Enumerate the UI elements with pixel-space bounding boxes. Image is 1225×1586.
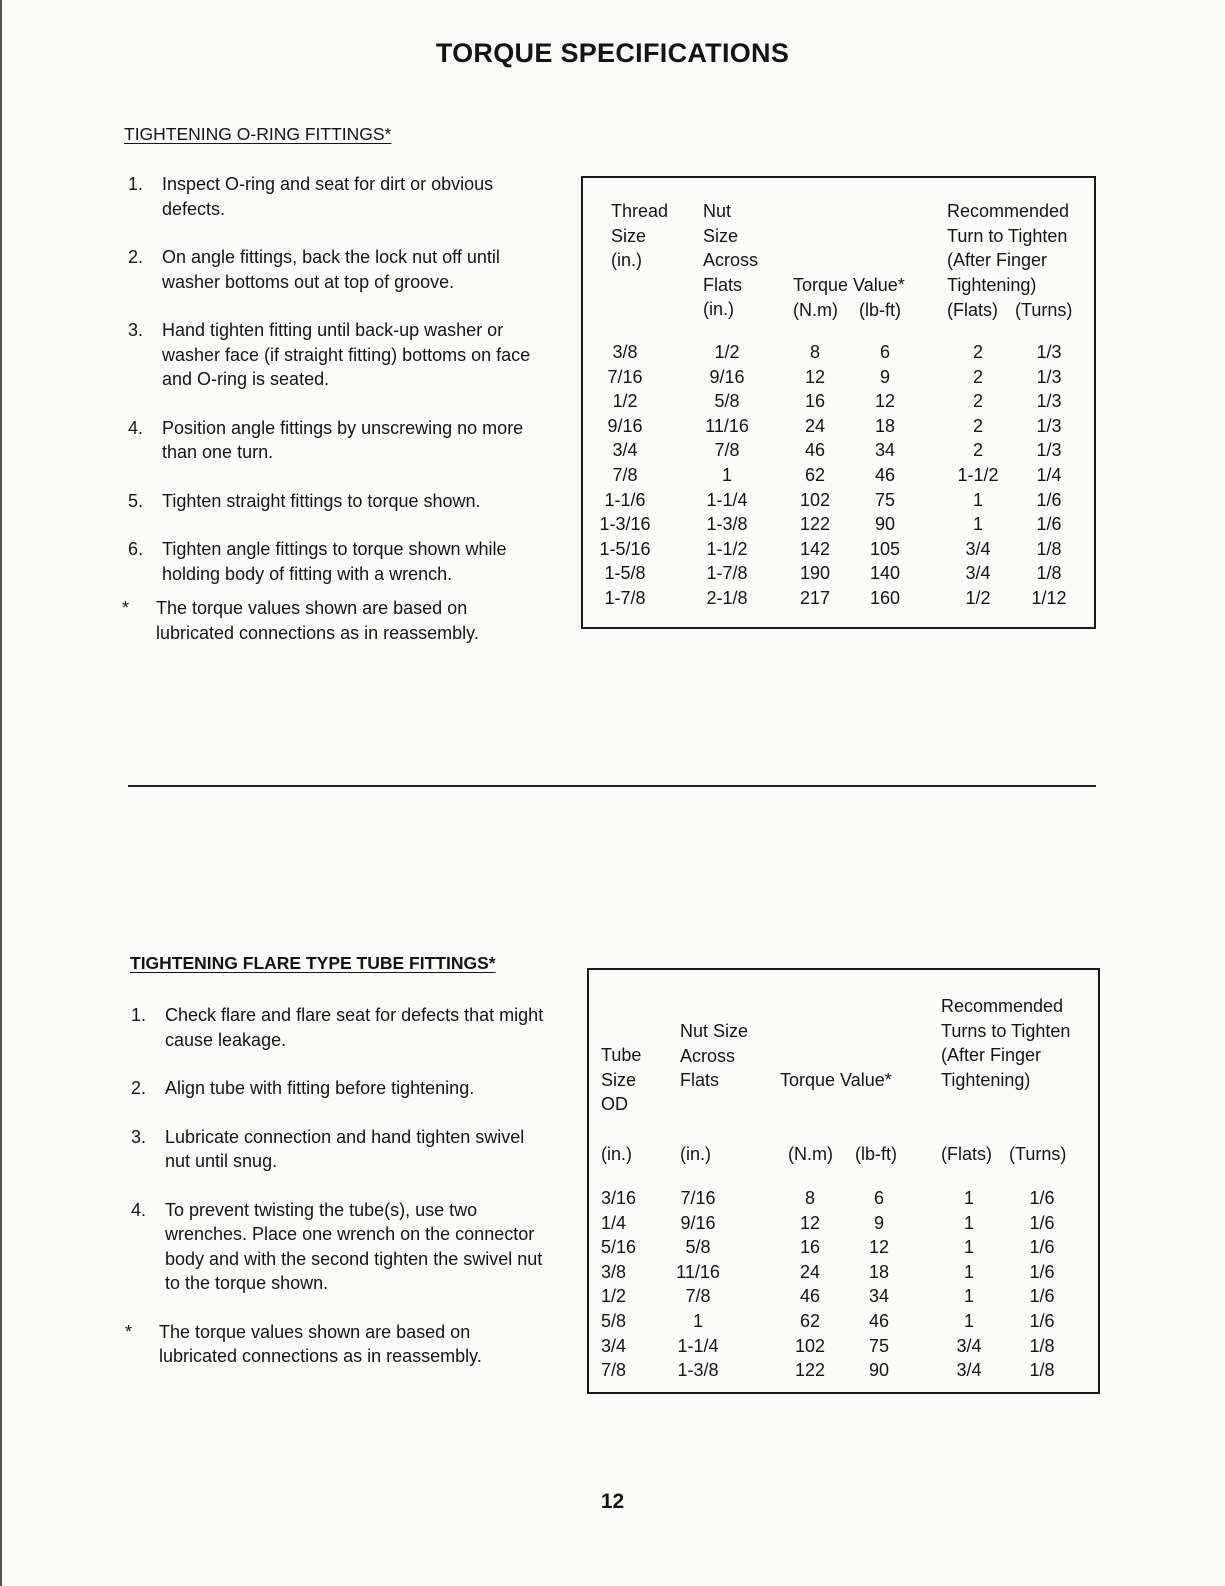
- header-line: (After Finger: [941, 1045, 1042, 1066]
- note-text: The torque values shown are based on lubricated connections as in reassembly.: [156, 598, 479, 643]
- cell: 1-1/2: [706, 538, 748, 559]
- cell: 12: [799, 1212, 821, 1233]
- step-text: Position angle fittings by unscrewing no more than one turn.: [162, 417, 524, 462]
- step-text: Align tube with fitting before tightening.: [165, 1078, 475, 1098]
- step-number: 4.: [131, 1199, 147, 1220]
- cell: 8: [804, 1188, 815, 1208]
- header-line: Flats: [703, 274, 743, 295]
- header-line: Tube: [601, 1045, 642, 1065]
- cell: 9/16: [709, 366, 745, 387]
- step-number: 6.: [128, 539, 144, 559]
- page-title: TORQUE SPECIFICATIONS: [435, 38, 790, 68]
- cell: 1/6: [1029, 1237, 1055, 1258]
- cell: 1-3/8: [677, 1360, 719, 1381]
- step-number: 3.: [131, 1126, 147, 1147]
- cell: 1: [963, 1212, 974, 1233]
- col-thread: [589, 340, 661, 611]
- cell: 7/8: [685, 1286, 711, 1307]
- oring-torque-table: [581, 176, 1096, 629]
- cell: 12: [868, 1237, 890, 1258]
- cell: 9/16: [607, 415, 643, 436]
- flare-heading: TIGHTENING FLARE TYPE TUBE FITTINGS*: [130, 953, 496, 973]
- cell: 3/4: [612, 440, 638, 461]
- cell: 190: [799, 563, 831, 584]
- col-nut: [665, 1186, 731, 1383]
- header-line: (in.): [703, 299, 734, 320]
- cell: 1/6: [1029, 1286, 1055, 1307]
- cell: 7/8: [601, 1360, 627, 1381]
- cell: 1/3: [1036, 342, 1062, 362]
- cell: 2: [972, 342, 983, 362]
- header-flats: (Flats): [941, 1144, 992, 1164]
- header-lbft: (lb-ft): [855, 1144, 897, 1164]
- header-line: OD: [601, 1094, 628, 1115]
- cell: 1/2: [965, 587, 991, 608]
- cell: 12: [804, 366, 826, 387]
- cell: 5/8: [714, 391, 740, 412]
- cell: 12: [874, 391, 896, 412]
- header-recommended: [947, 199, 1069, 297]
- cell: 3/4: [965, 563, 991, 584]
- flare-torque-table: [587, 968, 1100, 1394]
- col-turns: [1015, 1186, 1069, 1383]
- cell: 1: [963, 1286, 974, 1307]
- cell: 1-7/8: [706, 563, 748, 584]
- flare-step: [131, 1003, 551, 1052]
- cell: 142: [799, 538, 831, 559]
- cell: 1: [692, 1310, 703, 1331]
- col-nut: [687, 340, 767, 611]
- step-text: Tighten angle fittings to torque shown while holding body of fitting with a wrench.: [162, 539, 507, 584]
- header-line: Nut: [703, 201, 732, 221]
- step-number: 2.: [128, 247, 144, 267]
- cell: 7/8: [612, 464, 638, 485]
- step-number: 1.: [128, 174, 144, 194]
- oring-step: [128, 416, 548, 465]
- cell: 1: [963, 1261, 974, 1282]
- oring-note: [122, 596, 548, 645]
- oring-step: [128, 537, 548, 586]
- cell: 9: [879, 366, 890, 387]
- header-recommended: [941, 994, 1070, 1092]
- cell: 3/8: [612, 342, 638, 362]
- cell: 62: [804, 464, 826, 485]
- cell: 46: [868, 1310, 890, 1331]
- cell: 3/4: [601, 1335, 627, 1356]
- cell: 3/8: [601, 1261, 627, 1282]
- oring-step: [128, 172, 548, 221]
- header-nut-unit: (in.): [680, 1144, 711, 1164]
- header-line: Size: [703, 225, 739, 246]
- header-line: Recommended: [947, 201, 1070, 221]
- cell: 217: [799, 587, 831, 608]
- cell: 2: [972, 440, 983, 461]
- flare-note: [125, 1320, 551, 1369]
- step-text: Tighten straight fittings to torque shown.: [162, 490, 481, 511]
- cell: 5/16: [601, 1237, 637, 1258]
- cell: 102: [799, 489, 831, 510]
- step-number: 2.: [131, 1078, 147, 1098]
- cell: 3/16: [601, 1188, 637, 1208]
- step-text: On angle fittings, back the lock nut off until washer bottoms out at top of groove.: [162, 247, 500, 292]
- header-turns: (Turns): [1015, 300, 1073, 320]
- cell: 1-3/8: [706, 514, 748, 535]
- header-flats: (Flats): [947, 300, 998, 320]
- cell: 1/3: [1036, 440, 1062, 461]
- step-text: Lubricate connection and hand tighten swivel nut until snug.: [165, 1126, 525, 1171]
- cell: 1/8: [1036, 538, 1062, 559]
- cell: 122: [794, 1360, 826, 1381]
- header-thread-size: [611, 199, 668, 273]
- cell: 11/16: [705, 415, 749, 436]
- col-flats: [945, 1186, 993, 1383]
- note-text: The torque values shown are based on lubricated connections as in reassembly.: [159, 1321, 482, 1366]
- cell: 2: [972, 391, 983, 412]
- cell: 9/16: [680, 1212, 716, 1233]
- col-flats: [945, 340, 1011, 611]
- cell: 1/8: [1036, 563, 1062, 584]
- cell: 160: [869, 587, 901, 608]
- cell: 1: [963, 1310, 974, 1331]
- flare-step: [131, 1125, 551, 1174]
- cell: 24: [799, 1261, 821, 1282]
- col-lbft: [853, 1186, 905, 1383]
- header-line: Across: [703, 250, 759, 271]
- cell: 46: [804, 440, 826, 461]
- col-nm: [785, 1186, 835, 1383]
- cell: 5/8: [685, 1237, 711, 1258]
- col-tube: [601, 1186, 636, 1383]
- note-asterisk: *: [122, 598, 130, 618]
- cell: 18: [868, 1261, 890, 1282]
- header-line: (in.): [611, 250, 642, 271]
- cell: 1-3/16: [599, 514, 651, 535]
- header-nm: (N.m): [788, 1144, 833, 1164]
- cell: 75: [868, 1335, 890, 1356]
- cell: 1/6: [1029, 1212, 1055, 1233]
- step-text: Inspect O-ring and seat for dirt or obvious defects.: [162, 174, 494, 219]
- cell: 1: [972, 489, 983, 510]
- cell: 8: [809, 342, 820, 362]
- cell: 7/16: [607, 366, 643, 387]
- header-line: Size: [601, 1069, 637, 1090]
- cell: 75: [874, 489, 896, 510]
- header-line: Tightening): [941, 1069, 1031, 1090]
- header-tube-size: [601, 1043, 641, 1117]
- section-divider: [128, 785, 1096, 787]
- cell: 1/8: [1029, 1335, 1055, 1356]
- header-torque-value: Torque Value*: [793, 275, 905, 295]
- oring-step: [128, 245, 548, 294]
- col-turns: [1019, 340, 1079, 611]
- cell: 90: [874, 514, 896, 535]
- cell: 3/4: [956, 1335, 982, 1356]
- col-nm: [789, 340, 841, 611]
- cell: 1-1/2: [957, 464, 999, 485]
- header-line: (After Finger: [947, 250, 1048, 271]
- step-text: Hand tighten fitting until back-up washer or washer face (if straight fitting) bottoms on face and O-ring is seated.: [162, 320, 531, 389]
- cell: 6: [873, 1188, 884, 1208]
- cell: 9: [873, 1212, 884, 1233]
- step-number: 1.: [131, 1005, 147, 1025]
- cell: 102: [794, 1335, 826, 1356]
- step-text: Check flare and flare seat for defects that might cause leakage.: [165, 1005, 544, 1050]
- cell: 2: [972, 415, 983, 436]
- cell: 1/3: [1036, 391, 1062, 412]
- cell: 1/4: [1036, 464, 1062, 485]
- cell: 1/12: [1031, 587, 1067, 608]
- cell: 5/8: [601, 1310, 627, 1331]
- cell: 2-1/8: [706, 587, 748, 608]
- cell: 18: [874, 415, 896, 436]
- cell: 24: [804, 415, 826, 436]
- cell: 2: [972, 366, 983, 387]
- step-number: 4.: [128, 417, 144, 438]
- header-nm: (N.m): [793, 300, 838, 320]
- cell: 1/3: [1036, 415, 1062, 436]
- cell: 62: [799, 1310, 821, 1331]
- cell: 1/2: [714, 342, 740, 362]
- cell: 1/6: [1029, 1261, 1055, 1282]
- cell: 1/6: [1036, 514, 1062, 535]
- cell: 105: [869, 538, 901, 559]
- header-line: Turn to Tighten: [947, 225, 1068, 246]
- header-line: Recommended: [941, 996, 1064, 1016]
- cell: 90: [868, 1360, 890, 1381]
- cell: 1/6: [1029, 1310, 1055, 1331]
- cell: 11/16: [676, 1261, 720, 1282]
- oring-step: [128, 489, 548, 514]
- page-edge: [0, 0, 2, 1586]
- header-nut-size: [680, 1019, 748, 1093]
- header-line: Size: [611, 225, 647, 246]
- header-lbft: (lb-ft): [859, 300, 901, 320]
- header-torque-value: Torque Value*: [780, 1070, 892, 1090]
- cell: 1/2: [612, 391, 638, 412]
- cell: 16: [799, 1237, 821, 1258]
- col-lbft: [857, 340, 913, 611]
- cell: 1/4: [601, 1212, 627, 1233]
- header-tube-unit: (in.): [601, 1144, 632, 1164]
- header-turns: (Turns): [1009, 1144, 1067, 1164]
- cell: 1-5/8: [604, 563, 646, 584]
- header-nut-size: [703, 199, 758, 322]
- header-line: Across: [680, 1045, 736, 1066]
- cell: 1: [963, 1188, 974, 1208]
- cell: 1: [972, 514, 983, 535]
- flare-steps: [125, 1003, 551, 1369]
- cell: 122: [799, 514, 831, 535]
- page-number: 12: [600, 1490, 625, 1513]
- step-text: To prevent twisting the tube(s), use two wrenches. Place one wrench on the connector body and with the second tighten the swivel nut to the torque shown.: [165, 1199, 543, 1293]
- note-asterisk: *: [125, 1321, 133, 1342]
- oring-heading: TIGHTENING O-RING FITTINGS*: [124, 124, 392, 144]
- cell: 1/6: [1029, 1188, 1055, 1208]
- cell: 1-1/4: [706, 489, 748, 510]
- cell: 1: [721, 464, 732, 485]
- cell: 7/16: [680, 1188, 716, 1208]
- cell: 1-1/4: [677, 1335, 719, 1356]
- cell: 6: [879, 342, 890, 362]
- cell: 3/4: [956, 1360, 982, 1381]
- cell: 1/3: [1036, 366, 1062, 387]
- cell: 1-7/8: [604, 587, 646, 608]
- cell: 1: [963, 1237, 974, 1258]
- cell: 46: [799, 1286, 821, 1307]
- oring-steps: [122, 172, 548, 645]
- header-line: Flats: [680, 1070, 720, 1091]
- cell: 7/8: [714, 440, 740, 461]
- cell: 1-1/6: [604, 489, 646, 510]
- header-line: Thread: [611, 201, 669, 221]
- flare-step: [131, 1198, 551, 1296]
- step-number: 3.: [128, 320, 144, 340]
- cell: 1/6: [1036, 489, 1062, 510]
- oring-step: [128, 318, 548, 392]
- cell: 16: [804, 391, 826, 412]
- header-line: Turns to Tighten: [941, 1020, 1071, 1041]
- flare-step: [131, 1076, 551, 1101]
- header-line: Nut Size: [680, 1021, 749, 1041]
- cell: 34: [874, 440, 896, 461]
- cell: 3/4: [965, 538, 991, 559]
- cell: 34: [868, 1286, 890, 1307]
- header-line: Tightening): [947, 274, 1037, 295]
- cell: 1/2: [601, 1286, 627, 1307]
- cell: 140: [869, 563, 901, 584]
- cell: 46: [874, 464, 896, 485]
- step-number: 5.: [128, 490, 144, 511]
- cell: 1-5/16: [599, 538, 651, 559]
- cell: 1/8: [1029, 1360, 1055, 1381]
